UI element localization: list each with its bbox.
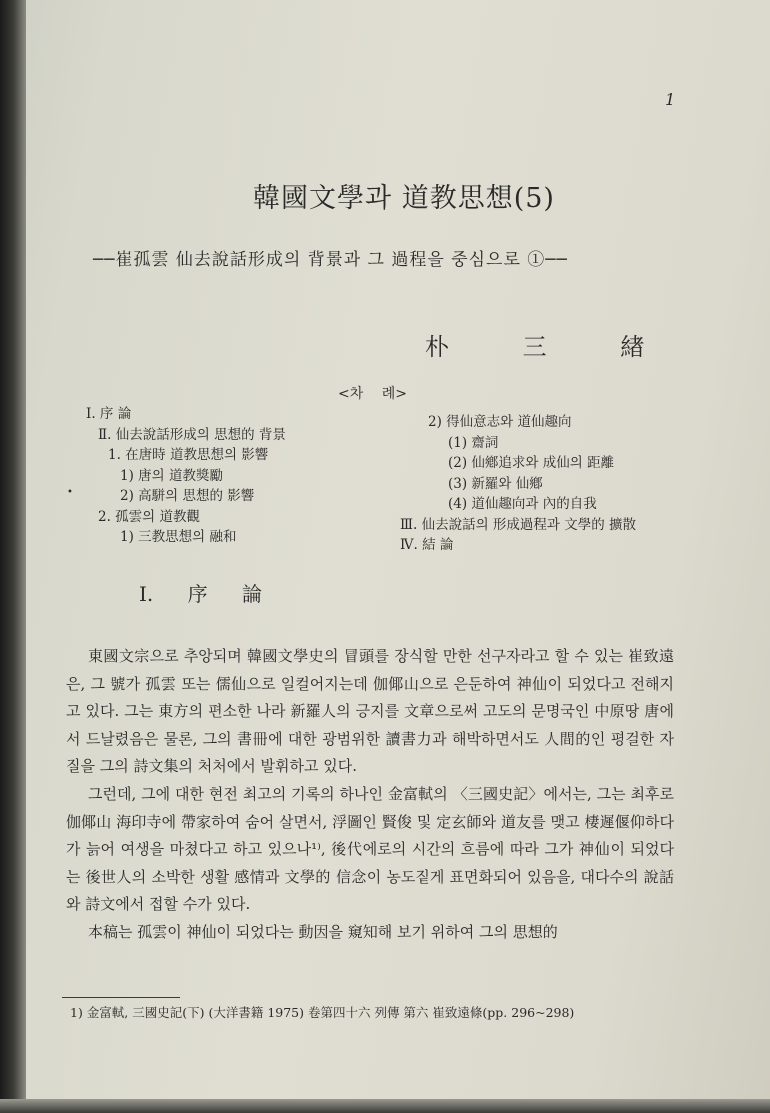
- toc-entry: 1. 在唐時 道教思想의 影響: [108, 447, 269, 463]
- page-bottom-edge: [0, 1099, 770, 1113]
- toc-entry: Ⅲ. 仙去說話의 形成過程과 文學的 擴散: [400, 516, 637, 533]
- toc-entry: 1) 三教思想의 融和: [120, 529, 237, 545]
- page-number: 1: [665, 90, 676, 109]
- section-heading: Ⅰ. 序 論: [139, 582, 262, 606]
- body-paragraph: 本稿는 孤雲이 神仙이 되었다는 動因을 窺知해 보기 위하여 그의 思想的: [88, 922, 558, 941]
- toc-entry: 2. 孤雲의 道教觀: [98, 508, 201, 525]
- article-subtitle: ──崔孤雲 仙去說話形成의 背景과 그 過程을 중심으로 ①──: [93, 250, 568, 270]
- toc-entry: Ⅳ. 結 論: [400, 537, 454, 553]
- body-paragraph: 그런데, 그에 대한 현전 최고의 기록의 하나인 金富軾의 〈三國史記〉에서는, 그는 최후로 伽倻山 海印寺에 帶家하여 숨어 살면서, 浮圖인 賢俊 및 定玄師와 道友를 맺고 棲遲偃仰하다가 늙어 여생을 마쳤다고 하고 있으나¹⁾, 後代에로의 시간의 흐름에 따라 그가 神仙이 되었다는 後世人의 소박한 생활 感情과 文學的 信念이 농도짙게 표면화되어 있음을, 대다수의 說話와 詩文에서 접할 수가 있다.: [66, 784, 674, 914]
- book-spine-shadow: [0, 0, 26, 1113]
- toc-entry: 2) 得仙意志와 道仙趣向: [428, 414, 572, 430]
- author-name: 朴 三 緖: [425, 333, 647, 361]
- body-paragraph: 東國文宗으로 추앙되며 韓國文學史의 冒頭를 장식할 만한 선구자라고 할 수 있는 崔致遠은, 그 號가 孤雲 또는 儒仙으로 일컬어지는데 伽倻山으로 은둔하여 神仙이 되었다고 전해지고 있다. 그는 東方의 편소한 나라 新羅人의 긍지를 文章으로써 고도의 문명국인 中原땅 唐에서 드날렸음은 물론, 그의 書冊에 대한 광범위한 讀書力과 해박하면서도 人間的인 평걸한 자질을 그의 詩文集의 처처에서 발휘하고 있다.: [66, 647, 674, 776]
- margin-dot: •: [67, 487, 73, 498]
- article-title: 韓國文學과 道教思想(5): [253, 183, 555, 214]
- toc-entry: Ⅱ. 仙去說話形成의 思想的 背景: [98, 426, 286, 443]
- body-text: [66, 643, 674, 947]
- toc-entry: (2) 仙鄕追求와 成仙의 距離: [448, 455, 615, 471]
- footnote-divider: [62, 997, 180, 998]
- toc-right-column: [400, 412, 636, 556]
- toc-entry: (4) 道仙趣向과 內的自我: [448, 496, 597, 512]
- toc-entry: Ⅰ. 序 論: [86, 406, 132, 422]
- toc-entry: (1) 齋詞: [448, 434, 499, 451]
- toc-entry: (3) 新羅와 仙鄕: [448, 475, 543, 492]
- toc-left-column: [86, 404, 286, 548]
- toc-heading: <차 례>: [338, 386, 407, 402]
- footnote: 1) 金富軾, 三國史記(下) (大洋書籍 1975) 卷第四十六 列傳 第六 崔致遠條(pp. 296~298): [70, 1005, 575, 1020]
- toc-entry: 2) 高駢의 思想的 影響: [120, 488, 255, 504]
- toc-entry: 1) 唐의 道教獎勵: [120, 467, 223, 484]
